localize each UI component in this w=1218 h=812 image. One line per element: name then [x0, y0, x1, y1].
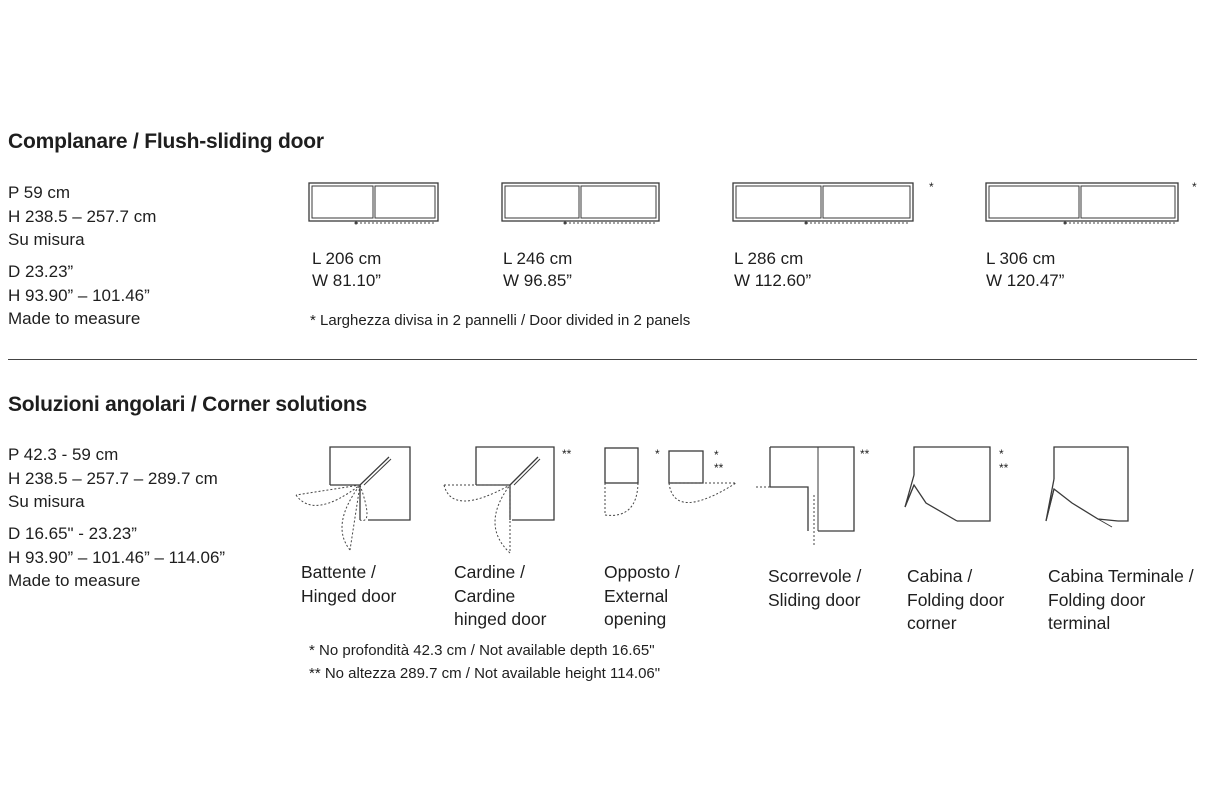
hinged-door-drawing	[294, 445, 412, 555]
flush-section-title: Complanare / Flush-sliding door	[8, 130, 324, 153]
pivot-hinged-mark: **	[562, 447, 572, 461]
corner-specs-metric	[8, 443, 218, 514]
size-metric: L 286 cm	[734, 249, 804, 268]
label-line: Folding door	[1048, 589, 1146, 610]
flush-specs-metric	[8, 181, 156, 252]
label-line: Folding door	[907, 589, 1005, 610]
wardrobe-306-size	[986, 248, 1064, 292]
label-line: External	[604, 585, 669, 606]
wardrobe-286-size	[734, 248, 811, 292]
folding-corner-label	[907, 565, 1004, 636]
size-metric: L 206 cm	[312, 249, 382, 268]
corner-footnotes	[309, 639, 660, 685]
spec-custom-imperial: Made to measure	[8, 309, 141, 328]
wardrobe-246-drawing	[501, 182, 661, 226]
spec-depth-imperial: D 16.65" - 23.23”	[8, 524, 137, 543]
wardrobe-306-asterisk: *	[1192, 180, 1197, 194]
wardrobe-306-drawing	[985, 182, 1179, 226]
pivot-hinged-door-label	[454, 561, 546, 632]
corner-section-title: Soluzioni angolari / Corner solutions	[8, 393, 367, 416]
external-opening-label	[604, 561, 680, 632]
spec-height-imperial: H 93.90” – 101.46”	[8, 285, 150, 305]
pivot-hinged-door-drawing	[442, 445, 557, 557]
label-line: Cardine /	[454, 562, 526, 582]
sliding-door-label	[768, 565, 861, 612]
label-line: corner	[907, 613, 957, 633]
spec-height-imperial: H 93.90” – 101.46” – 114.06”	[8, 547, 226, 567]
spec-custom: Su misura	[8, 230, 85, 249]
folding-terminal-drawing	[1042, 445, 1132, 530]
label-line: Cardine	[454, 585, 516, 606]
label-line: Battente /	[301, 562, 376, 582]
wardrobe-286-drawing	[732, 182, 914, 226]
external-opening-mark-3: **	[714, 461, 724, 475]
spec-height: H 238.5 – 257.7 – 289.7 cm	[8, 468, 218, 488]
spec-depth-imperial: D 23.23”	[8, 262, 74, 281]
spec-custom: Su misura	[8, 492, 85, 511]
spec-custom-imperial: Made to measure	[8, 571, 141, 590]
footnote-height: ** No altezza 289.7 cm / Not available height 114.06"	[309, 665, 661, 682]
hinged-door-label	[301, 561, 396, 608]
size-imperial: W 96.85”	[503, 271, 572, 290]
label-line: Cabina Terminale /	[1048, 566, 1194, 586]
wardrobe-286-asterisk: *	[929, 180, 934, 194]
sliding-door-drawing	[754, 445, 858, 550]
size-metric: L 246 cm	[503, 249, 573, 268]
folding-corner-mark-2: **	[999, 461, 1009, 475]
spec-depth: P 42.3 - 59 cm	[8, 445, 119, 464]
label-line: Opposto /	[604, 562, 680, 582]
spec-depth: P 59 cm	[8, 183, 71, 202]
size-imperial: W 81.10”	[312, 271, 381, 290]
folding-corner-mark: *	[999, 447, 1004, 461]
folding-terminal-label	[1048, 565, 1194, 636]
size-imperial: W 120.47”	[986, 271, 1065, 290]
size-metric: L 306 cm	[986, 249, 1056, 268]
spec-height: H 238.5 – 257.7 cm	[8, 206, 157, 226]
section-divider	[8, 359, 1197, 360]
wardrobe-246-size	[503, 248, 572, 292]
label-line: terminal	[1048, 613, 1111, 633]
flush-specs-imperial	[8, 260, 150, 331]
wardrobe-206-drawing	[308, 182, 440, 226]
size-imperial: W 112.60”	[734, 271, 812, 290]
corner-specs-imperial	[8, 522, 225, 593]
label-line: opening	[604, 609, 667, 629]
label-line: Cabina /	[907, 566, 973, 586]
label-line: Hinged door	[301, 585, 397, 606]
label-line: Sliding door	[768, 589, 861, 610]
flush-footnote: * Larghezza divisa in 2 pannelli / Door divided in 2 panels	[310, 312, 691, 329]
folding-corner-drawing	[902, 445, 992, 525]
sliding-door-mark: **	[860, 447, 870, 461]
label-line: hinged door	[454, 609, 547, 629]
footnote-depth: * No profondità 42.3 cm / Not available depth 16.65"	[309, 642, 655, 659]
label-line: Scorrevole /	[768, 566, 862, 586]
wardrobe-206-size	[312, 248, 381, 292]
external-opening-mark-2: *	[714, 448, 719, 462]
external-opening-mark: *	[655, 447, 660, 461]
